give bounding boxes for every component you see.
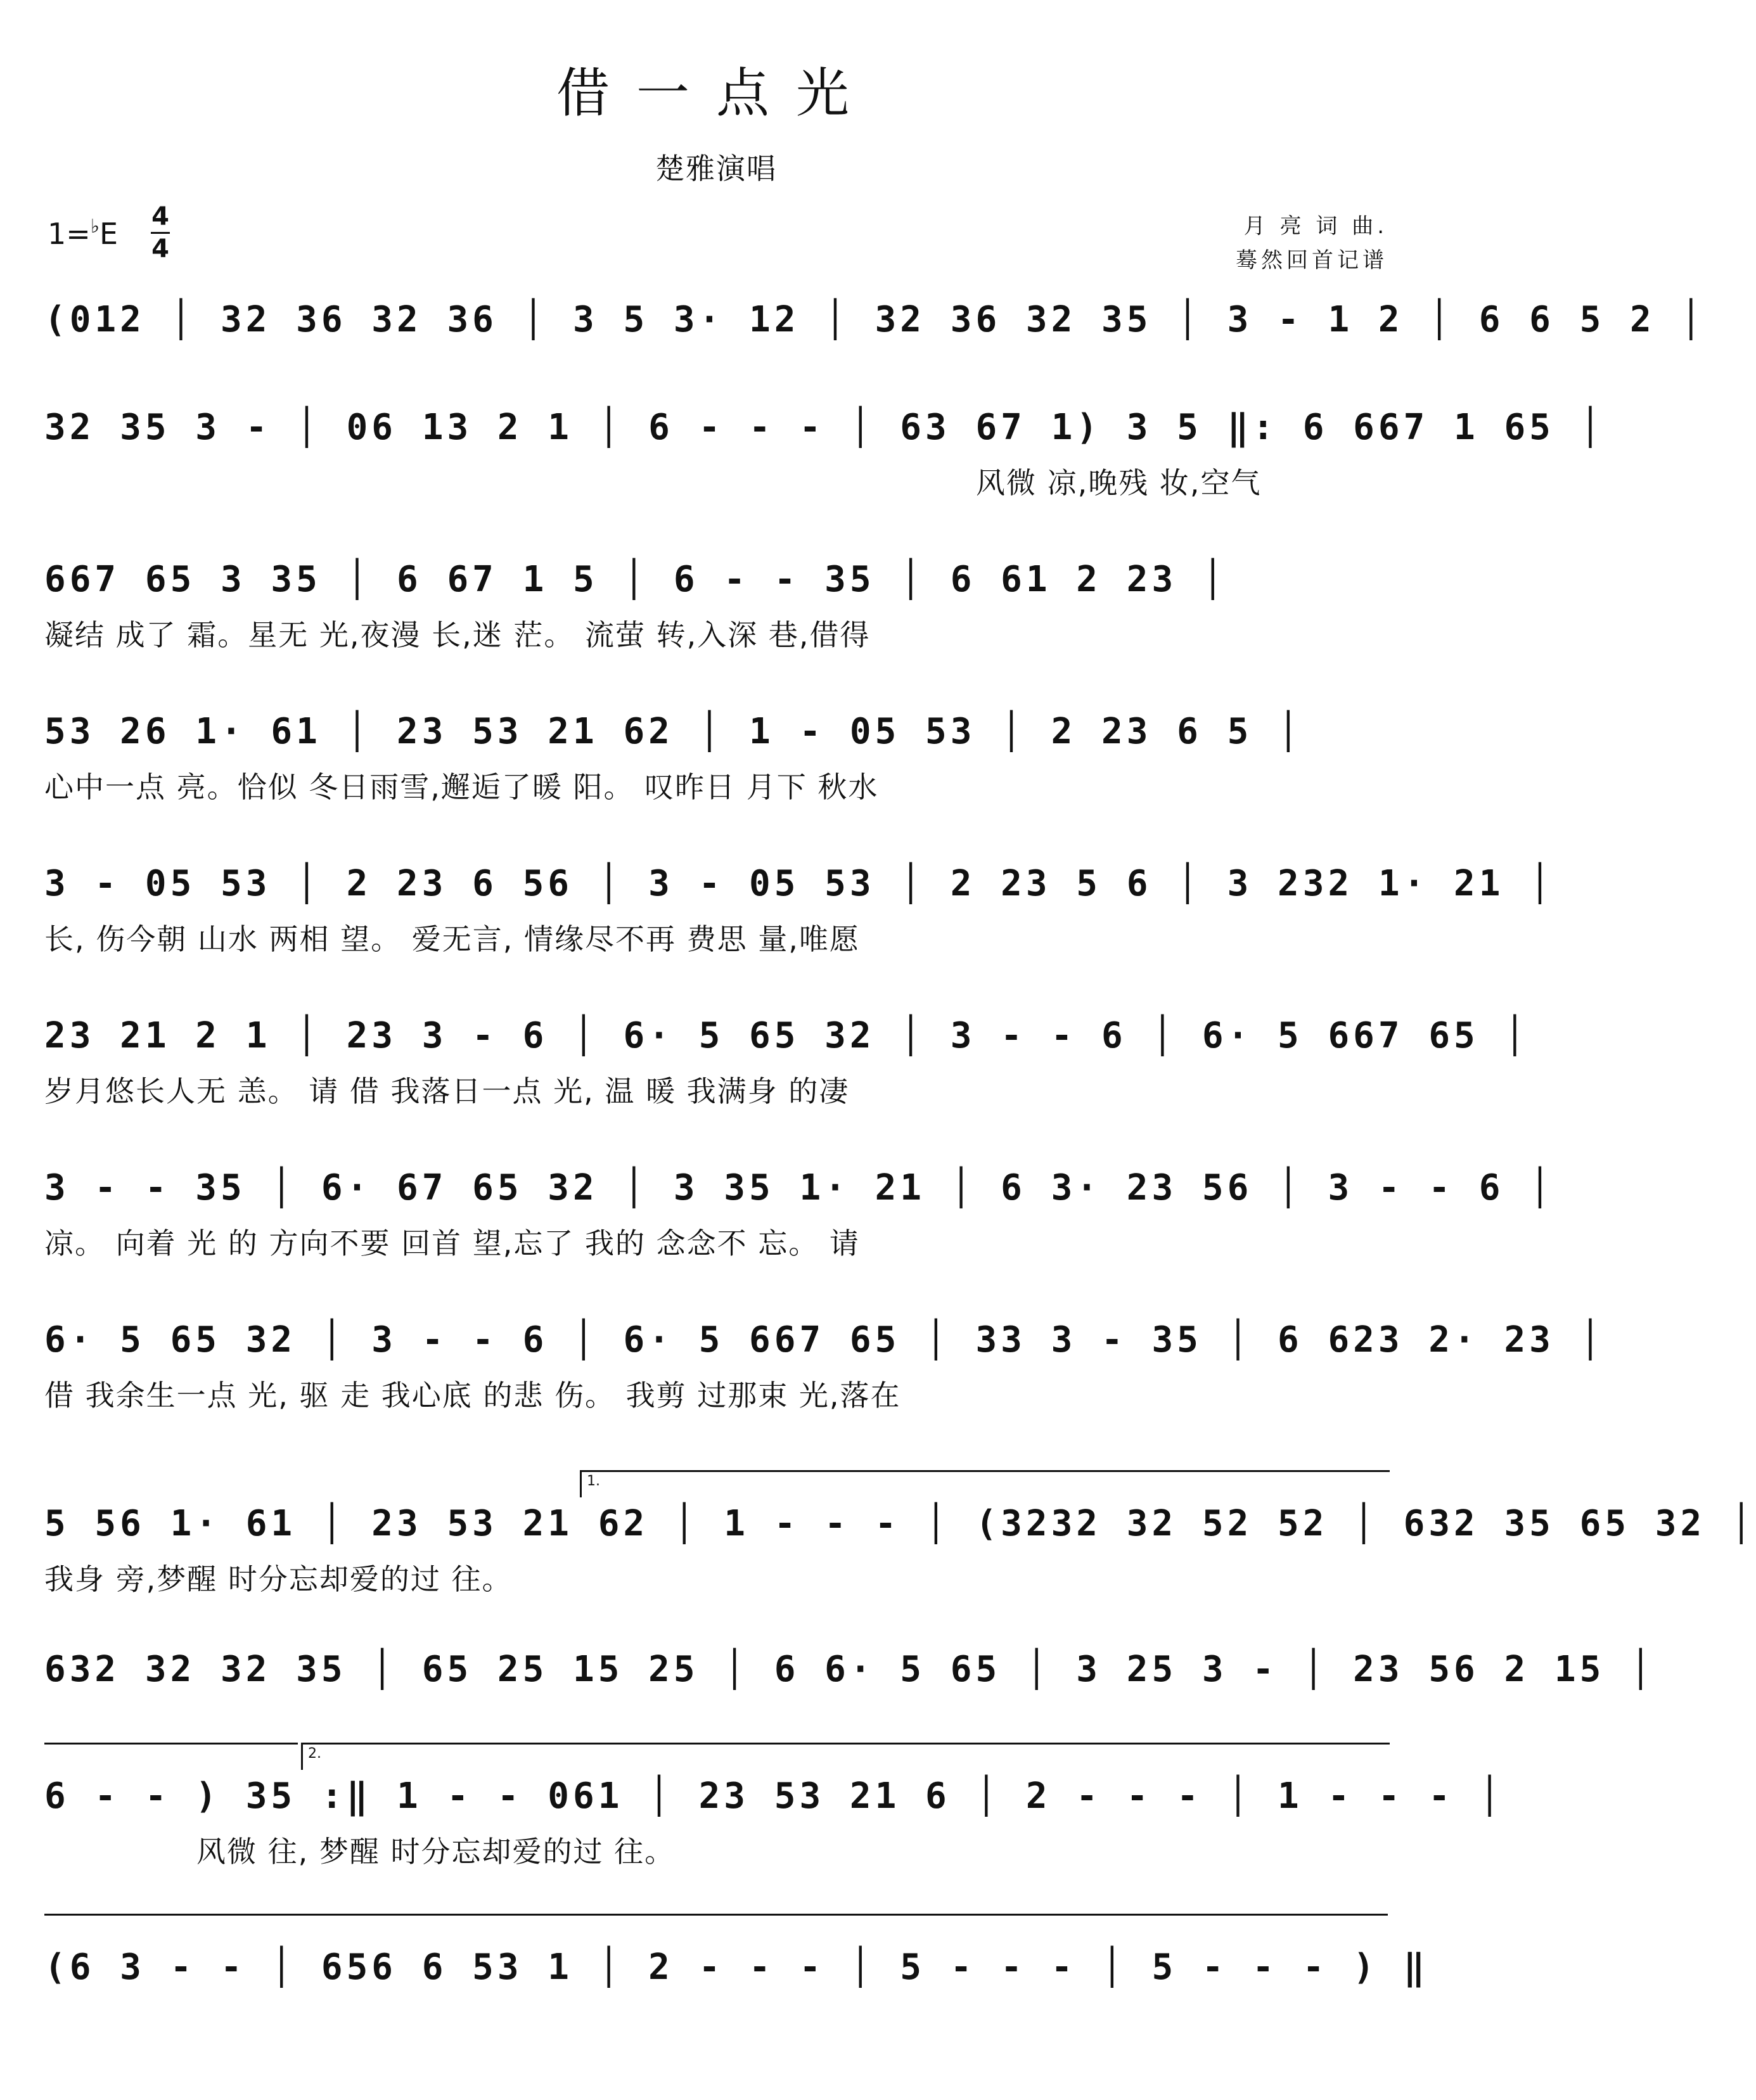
lyrics-row: 长, 伤今朝 山水 两相 望。 爱无言, 情缘尽不再 费思 量,唯愿 <box>44 922 860 956</box>
lyrics-row: 凝结 成了 霜。星无 光,夜漫 长,迷 茫。 流萤 转,入深 巷,借得 <box>44 618 871 652</box>
volta-1-continuation <box>44 1743 298 1745</box>
lyrics-row: 心中一点 亮。恰似 冬日雨雪,邂逅了暖 阳。 叹昨日 月下 秋水 <box>44 770 879 804</box>
volta-2: 2. <box>301 1743 1390 1770</box>
lyrics-row: 风微 凉,晚残 妆,空气 <box>976 466 1262 500</box>
time-signature-top: 4 <box>151 202 169 231</box>
time-signature <box>151 202 170 264</box>
notes-row: 6 - - ) 35 :‖ 1 - - 061 │ 23 53 21 6 │ 2 - - - │ 1 - - - │ <box>44 1776 1504 1817</box>
credit-lyricist: 月 亮 词 曲. <box>1243 214 1388 239</box>
key-note: E <box>99 217 119 251</box>
notes-row: (012 │ 32 36 32 36 │ 3 5 3· 12 │ 32 36 32 35 │ 3 - 1 2 │ 6 6 5 2 │ <box>44 299 1706 340</box>
song-title: 借一点光 <box>556 62 876 124</box>
notes-row: 3 - 05 53 │ 2 23 6 56 │ 3 - 05 53 │ 2 23 5 6 │ 3 232 1· 21 │ <box>44 863 1554 904</box>
key-prefix: 1= <box>48 217 91 251</box>
credits <box>1236 209 1388 278</box>
notes-row: 23 21 2 1 │ 23 3 - 6 │ 6· 5 65 32 │ 3 - - 6 │ 6· 5 667 65 │ <box>44 1015 1530 1056</box>
notes-row: 53 26 1· 61 │ 23 53 21 62 │ 1 - 05 53 │ 2 23 6 5 │ <box>44 711 1303 752</box>
notes-row: 632 32 32 35 │ 65 25 15 25 │ 6 6· 5 65 │ 3 25 3 - │ 23 56 2 15 │ <box>44 1649 1655 1690</box>
lyrics-row: 岁月悠长人无 恙。 请 借 我落日一点 光, 温 暖 我满身 的凄 <box>44 1074 850 1108</box>
notes-row: (6 3 - - │ 656 6 53 1 │ 2 - - - │ 5 - - - │ 5 - - - ) ‖ <box>44 1947 1429 1988</box>
lyrics-row: 凉。 向着 光 的 方向不要 回首 望,忘了 我的 念念不 忘。 请 <box>44 1226 860 1260</box>
volta-1: 1. <box>580 1470 1390 1497</box>
lyrics-row: 借 我余生一点 光, 驱 走 我心底 的悲 伤。 我剪 过那束 光,落在 <box>44 1378 901 1412</box>
notes-row: 667 65 3 35 │ 6 67 1 5 │ 6 - - 35 │ 6 61 2 23 │ <box>44 559 1227 600</box>
notes-row: 3 - - 35 │ 6· 67 65 32 │ 3 35 1· 21 │ 6 3· 23 56 │ 3 - - 6 │ <box>44 1167 1554 1208</box>
time-signature-bottom: 4 <box>151 232 170 264</box>
lyrics-row: 我身 旁,梦醒 时分忘却爱的过 往。 <box>44 1562 513 1596</box>
flat-sign: ♭ <box>90 215 99 238</box>
lyrics-row: 风微 往, 梦醒 时分忘却爱的过 往。 <box>196 1834 676 1869</box>
credit-transcriber: 蓦然回首记谱 <box>1236 248 1388 273</box>
notes-row: 32 35 3 - │ 06 13 2 1 │ 6 - - - │ 63 67 1) 3 5 ‖: 6 667 1 65 │ <box>44 407 1605 448</box>
performer-subtitle: 楚雅演唱 <box>655 151 777 186</box>
notes-row: 5 56 1· 61 │ 23 53 21 62 │ 1 - - - │ (3232 32 52 52 │ 632 35 65 32 │ <box>44 1503 1756 1544</box>
section-rule <box>44 1914 1388 1916</box>
notes-row: 6· 5 65 32 │ 3 - - 6 │ 6· 5 667 65 │ 33 3 - 35 │ 6 623 2· 23 │ <box>44 1319 1605 1361</box>
key-signature <box>48 215 118 251</box>
